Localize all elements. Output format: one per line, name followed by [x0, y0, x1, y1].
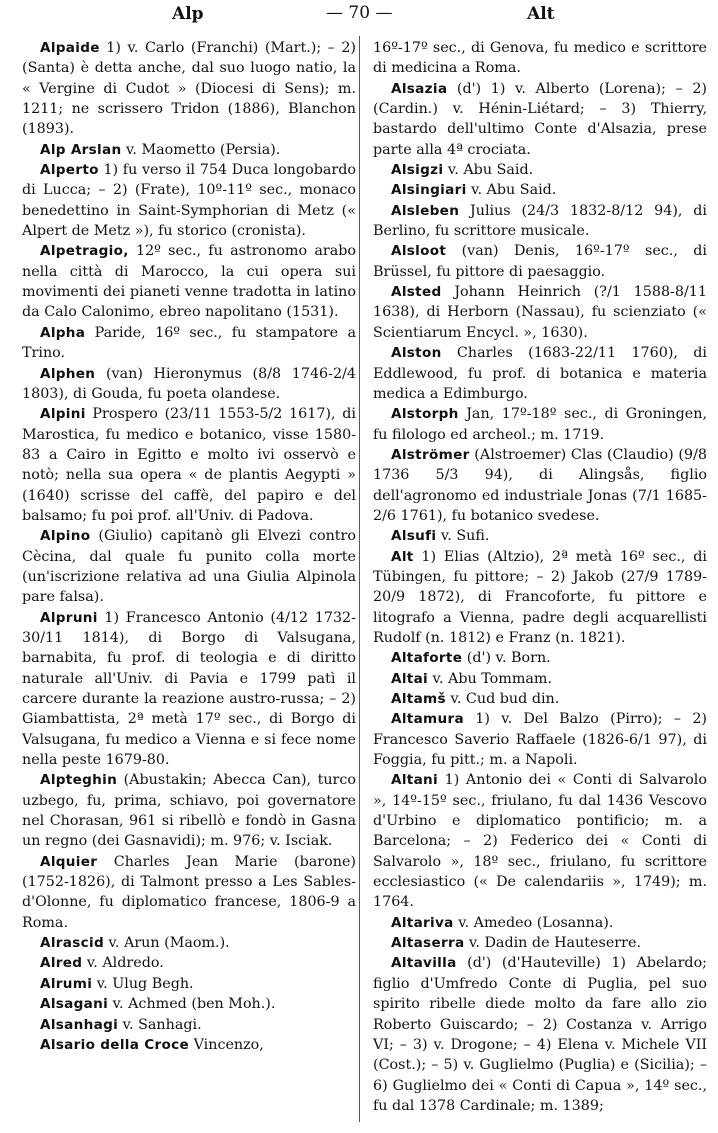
dictionary-entry	[22, 241, 356, 322]
entry-text: 12º sec., fu astronomo arabo nella città di Marocco, la cui opera sui movimenti dei pianeti venne tradotta in latino da Calo Calonimo, ebreo napolitano (1531).	[22, 243, 356, 321]
entry-text: v. Abu Tommam.	[428, 670, 553, 687]
dictionary-entry	[373, 526, 707, 546]
dictionary-entry	[373, 709, 707, 770]
entry-text: 1) Francesco Antonio (4/12 1732-30/11 1814), di Borgo di Valsugana, barnabita, fu prof. di teologia e di diritto naturale all'Univ. di Pavia e 1799 patì il carcere durante la reazione austro-russa; – 2) Giambattista, 2ª metà 17º sec., di Borgo di Valsugana, fu medico a Vienna e si fece nome nella peste 1679-80.	[22, 609, 356, 769]
dictionary-entry	[373, 160, 707, 180]
entry-headword: Alrascid	[40, 935, 104, 952]
entry-headword: Alt	[391, 548, 414, 565]
dictionary-entry	[373, 201, 707, 242]
dictionary-entry	[373, 445, 707, 526]
dictionary-entry	[22, 364, 356, 405]
entry-headword: Altani	[391, 772, 438, 789]
entry-headword: Alsanhagi	[40, 1016, 119, 1033]
entry-headword: Altariva	[391, 914, 454, 931]
entry-headword: Altai	[391, 670, 429, 687]
entry-headword: Alpino	[40, 528, 91, 545]
entry-text: v. Cud bud din.	[445, 691, 560, 707]
entry-headword: Altaserra	[391, 935, 465, 952]
header-right-guide-word: Alt	[527, 4, 555, 24]
entry-text: v. Abu Said.	[466, 182, 557, 199]
entry-headword: Alpha	[40, 324, 86, 341]
dictionary-entry	[22, 608, 356, 771]
entry-headword: Alred	[40, 955, 83, 972]
entry-headword: Alsazia	[391, 80, 448, 97]
entry-text: Julius (24/3 1832-8/12 94), di Berlino, fu scrittore musicale.	[373, 202, 707, 240]
entry-text: Charles (1683-22/11 1760), di Eddlewood, fu prof. di botanica e materia medica a Edimburgo.	[373, 345, 707, 402]
entry-headword: Alpini	[40, 406, 86, 423]
entry-headword: Alstorph	[391, 406, 459, 423]
entry-text: Vincenzo,	[189, 1036, 264, 1053]
entry-text: v. Sufi.	[436, 528, 490, 545]
entry-text: (d') v. Born.	[462, 650, 551, 667]
dictionary-entry	[373, 953, 707, 1116]
entry-text: v. Ulug Begh.	[92, 975, 194, 992]
left-column	[22, 38, 356, 1055]
entry-text: (van) Denis, 16º-17º sec., di Brüssel, fu pittore di paesaggio.	[373, 243, 707, 280]
dictionary-entry	[22, 933, 356, 953]
entry-text: Prospero (23/11 1553-5/2 1617), di Marostica, fu medico e botanico, visse 1580-83 a Cairo in Egitto e molto ivi osservò e notò; nella sua opera « de plantis Aegypti » (1640) scrisse del caffè, del papiro e del balsamo; fu poi prof. all'Univ. di Padova.	[22, 406, 356, 524]
entry-text: (d') 1) v. Alberto (Lorena); – 2) (Cardin.) v. Hénin-Liétard; – 3) Thierry, bastardo dell'ultimo Conte d'Alsazia, prese parte alla 4ª crociata.	[373, 80, 707, 158]
dictionary-entry	[373, 180, 707, 200]
entry-text: 1) Antonio dei « Conti di Salvarolo », 14º-15º sec., friulano, fu dal 1436 Vescovo d'Urbino e diplomatico pontificio; m. a Barcelona; – 2) Federico dei « Conti di Salvarolo », 18º sec., friulano, fu scrittore ecclesiastico (« De calendariis », 1749); m. 1764.	[373, 772, 707, 911]
entry-headword: Alsleben	[391, 202, 460, 219]
dictionary-entry	[22, 852, 356, 933]
entry-headword: Alston	[391, 345, 442, 362]
entry-headword: Alsingiari	[391, 182, 467, 199]
entry-text: v. Dadin de Hauteserre.	[464, 935, 641, 952]
dictionary-entry	[373, 669, 707, 689]
entry-text: (van) Hieronymus (8/8 1746-2/4 1803), di Gouda, fu poeta olandese.	[22, 365, 356, 402]
entry-headword: Altamura	[391, 711, 464, 728]
entry-headword: Alpteghin	[40, 772, 118, 789]
entry-text: (Abustakin; Abecca Can), turco uzbego, fu, prima, schiavo, poi governatore nel Chorasan, 961 si ribellò e fondò in Gasna un regno (dei Gasnavidi); m. 976; v. Isciak.	[22, 772, 356, 850]
column-divider	[359, 36, 360, 1122]
dictionary-entry	[373, 648, 707, 668]
entry-headword: Alperto	[40, 162, 99, 179]
dictionary-entry	[22, 1035, 356, 1055]
dictionary-entry	[22, 160, 356, 241]
entry-text: v. Maometto (Persia).	[121, 141, 281, 158]
dictionary-entry	[373, 689, 707, 709]
header-left-guide-word: Alp	[172, 4, 204, 24]
entry-headword: Alsagani	[40, 996, 109, 1013]
entry-text: Johann Heinrich (?/1 1588-8/11 1638), di Herborn (Nassau), fu scienziato (« Scientiarum Encycl. », 1630).	[373, 284, 707, 341]
entry-headword: Alquier	[40, 853, 98, 870]
dictionary-entry	[373, 79, 707, 160]
entry-headword: Alströmer	[391, 446, 470, 463]
dictionary-entry	[22, 1015, 356, 1035]
entry-text: v. Abu Said.	[443, 162, 534, 179]
entry-text: (d') (d'Hauteville) 1) Abelardo; figlio d'Umfredo Conte di Puglia, pel suo spirito ribelle diede molto da fare allo zio Roberto Guiscardo; – 2) Costanza v. Arrigo VI; – 3) v. Drogone; – 4) Elena v. Michele VII (Cost.); – 5) v. Guglielmo (Puglia) e (Sicilia); – 6) Guglielmo dei « Conti di Capua », 14º sec., fu dal 1378 Cardinale; m. 1389;	[373, 955, 707, 1114]
entry-text: 1) fu verso il 754 Duca longobardo di Lucca; – 2) (Frate), 10º-11º sec., monaco benedettino in Saint-Symphorian di Metz (« Alpert de Metz »), fu storico (cronista).	[22, 162, 356, 240]
dictionary-entry	[22, 140, 356, 160]
dictionary-entry	[373, 343, 707, 404]
dictionary-entry	[22, 974, 356, 994]
entry-text: (Giulio) capitanò gli Elvezi contro Cècina, dal quale fu punito colla morte (un'iscrizione relativa ad una Giulia Alpinola pare falsa).	[22, 528, 356, 606]
entry-text: v. Arun (Maom.).	[104, 935, 230, 952]
dictionary-entry	[373, 913, 707, 933]
dictionary-entry	[373, 404, 707, 445]
entry-text: Charles Jean Marie (barone) (1752-1826), di Talmont presso a Les Sables-d'Olonne, fu diplomatico francese, 1806-9 a Roma.	[22, 853, 356, 931]
entry-headword: Altaforte	[391, 650, 463, 667]
page-header	[0, 0, 718, 30]
entry-headword: Alsufi	[391, 528, 437, 545]
entry-text: v. Aldredo.	[82, 955, 164, 972]
entry-headword: Alpaide	[40, 40, 100, 56]
entry-text: Jan, 17º-18º sec., di Groningen, fu filologo ed archeol.; m. 1719.	[373, 406, 707, 443]
entry-headword: Alrumi	[40, 975, 93, 992]
dictionary-entry	[22, 994, 356, 1014]
dictionary-entry	[373, 770, 707, 912]
entry-text: v. Sanhagi.	[118, 1016, 202, 1033]
entry-headword: Alphen	[40, 365, 96, 382]
dictionary-entry	[22, 323, 356, 364]
dictionary-entry	[373, 241, 707, 282]
entry-headword: Alsloot	[391, 243, 447, 260]
right-column	[373, 38, 707, 1116]
entry-headword: Alp Arslan	[40, 141, 122, 158]
dictionary-entry	[22, 38, 356, 140]
entry-text: (Alstroemer) Clas (Claudio) (9/8 1736 5/3 94), di Alingsås, figlio dell'agronomo ed industriale Jonas (7/1 1685-2/6 1761), fu botanico svedese.	[373, 446, 707, 524]
entry-text: 1) Elias (Altzio), 2ª metà 16º sec., di Tübingen, fu pittore; – 2) Jakob (27/9 1789-20/9 1872), di Francoforte, fu pittore e litografo a Vienna, padre degli acquarellisti Rudolf (n. 1812) e Franz (n. 1821).	[373, 548, 707, 646]
entry-text: 1) v. Del Balzo (Pirro); – 2) Francesco Saverio Raffaele (1826-6/1 97), di Foggia, fu pitt.; m. a Napoli.	[373, 711, 707, 769]
entry-text: v. Achmed (ben Moh.).	[108, 996, 276, 1013]
dictionary-entry	[373, 547, 707, 649]
entry-headword: Altavilla	[391, 955, 457, 972]
dictionary-entry	[373, 282, 707, 343]
entry-headword: Alsted	[391, 284, 442, 301]
entry-headword: Altamš	[391, 691, 446, 707]
entry-headword: Alsario della Croce	[40, 1036, 190, 1053]
entry-text: 16º-17º sec., di Genova, fu medico e scrittore di medicina a Roma.	[373, 40, 707, 77]
dictionary-entry	[22, 526, 356, 607]
entry-text: Paride, 16º sec., fu stampatore a Trino.	[22, 324, 356, 362]
dictionary-entry	[373, 933, 707, 953]
entry-headword: Alsigzi	[391, 162, 444, 179]
dictionary-entry	[373, 38, 707, 79]
entry-text: v. Amedeo (Losanna).	[453, 914, 614, 931]
entry-text: 1) v. Carlo (Franchi) (Mart.); – 2) (Santa) è detta anche, dal suo luogo natio, la « Vergine di Cudot » (Diocesi di Sens); m. 1211; ne scrissero Tridon (1886), Blanchon (1893).	[22, 40, 356, 138]
page-number: — 70 —	[326, 3, 393, 23]
dictionary-entry	[22, 404, 356, 526]
dictionary-entry	[22, 770, 356, 851]
entry-headword: Alpetragio,	[40, 243, 129, 260]
dictionary-entry	[22, 953, 356, 973]
entry-headword: Alpruni	[40, 609, 98, 626]
